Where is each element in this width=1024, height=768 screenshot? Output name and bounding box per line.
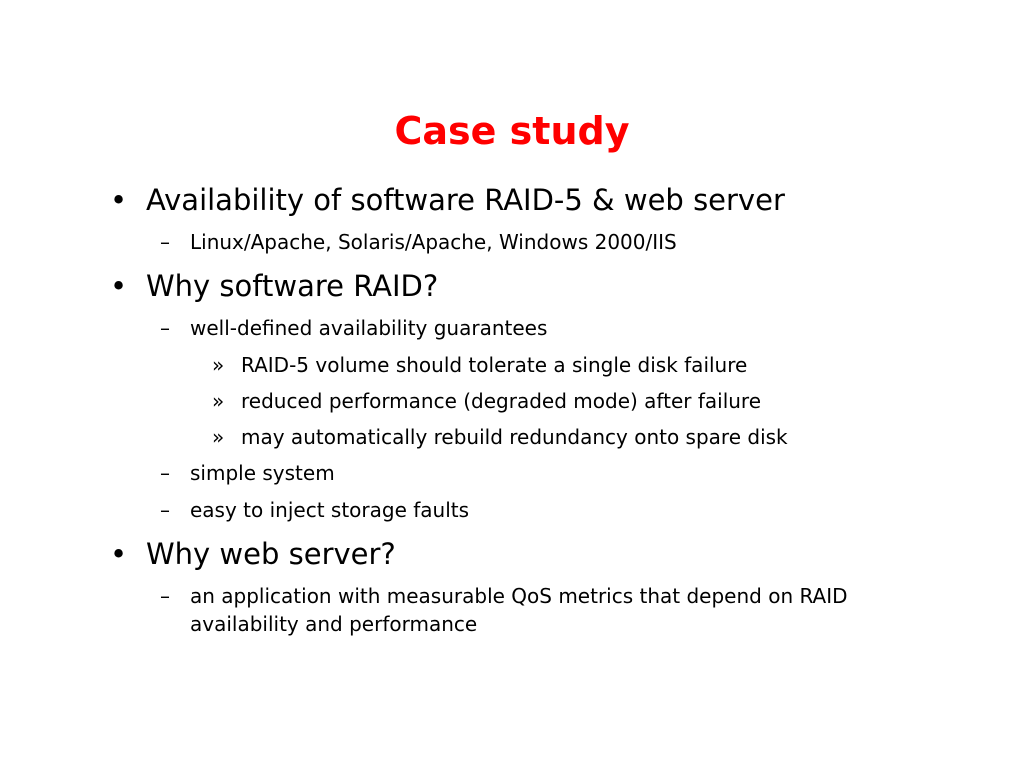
sub-sub-item-tolerate (108, 351, 908, 379)
sub-item-inject-faults (108, 496, 908, 524)
guillemet-marker: » (212, 389, 225, 413)
sub-item-platforms (108, 228, 908, 256)
sub-item-text: Linux/Apache, Solaris/Apache, Windows 2000/IIS (190, 230, 677, 254)
bullet-item-why-web-server (108, 536, 908, 572)
bullet-text: Availability of software RAID-5 & web server (146, 183, 785, 217)
sub-sub-item-text: RAID-5 volume should tolerate a single disk failure (241, 353, 748, 377)
slide-content (108, 182, 908, 647)
sub-item-text: an application with measurable QoS metrics that depend on RAID availability and performance (190, 584, 848, 636)
bullet-marker: • (110, 537, 128, 571)
bullet-marker: • (110, 183, 128, 217)
dash-marker: – (160, 584, 170, 608)
bullet-item-why-software-raid (108, 268, 908, 304)
guillemet-marker: » (212, 425, 225, 449)
sub-sub-item-rebuild (108, 423, 861, 451)
bullet-item-availability (108, 182, 908, 218)
bullet-text: Why software RAID? (146, 269, 439, 303)
sub-item-qos-application (108, 582, 890, 638)
dash-marker: – (160, 316, 170, 340)
dash-marker: – (160, 230, 170, 254)
dash-marker: – (160, 498, 170, 522)
bullet-marker: • (110, 269, 128, 303)
slide-title: Case study (394, 109, 630, 153)
sub-sub-item-text: reduced performance (degraded mode) after failure (241, 389, 762, 413)
guillemet-marker: » (212, 353, 225, 377)
sub-item-guarantees (108, 314, 908, 342)
sub-item-text: well-defined availability guarantees (190, 316, 548, 340)
sub-sub-item-text: may automatically rebuild redundancy onto spare disk (241, 425, 788, 449)
sub-item-text: easy to inject storage faults (190, 498, 470, 522)
sub-item-simple-system (108, 459, 908, 487)
sub-sub-item-degraded (108, 387, 908, 415)
sub-item-text: simple system (190, 461, 335, 485)
dash-marker: – (160, 461, 170, 485)
bullet-text: Why web server? (146, 537, 396, 571)
